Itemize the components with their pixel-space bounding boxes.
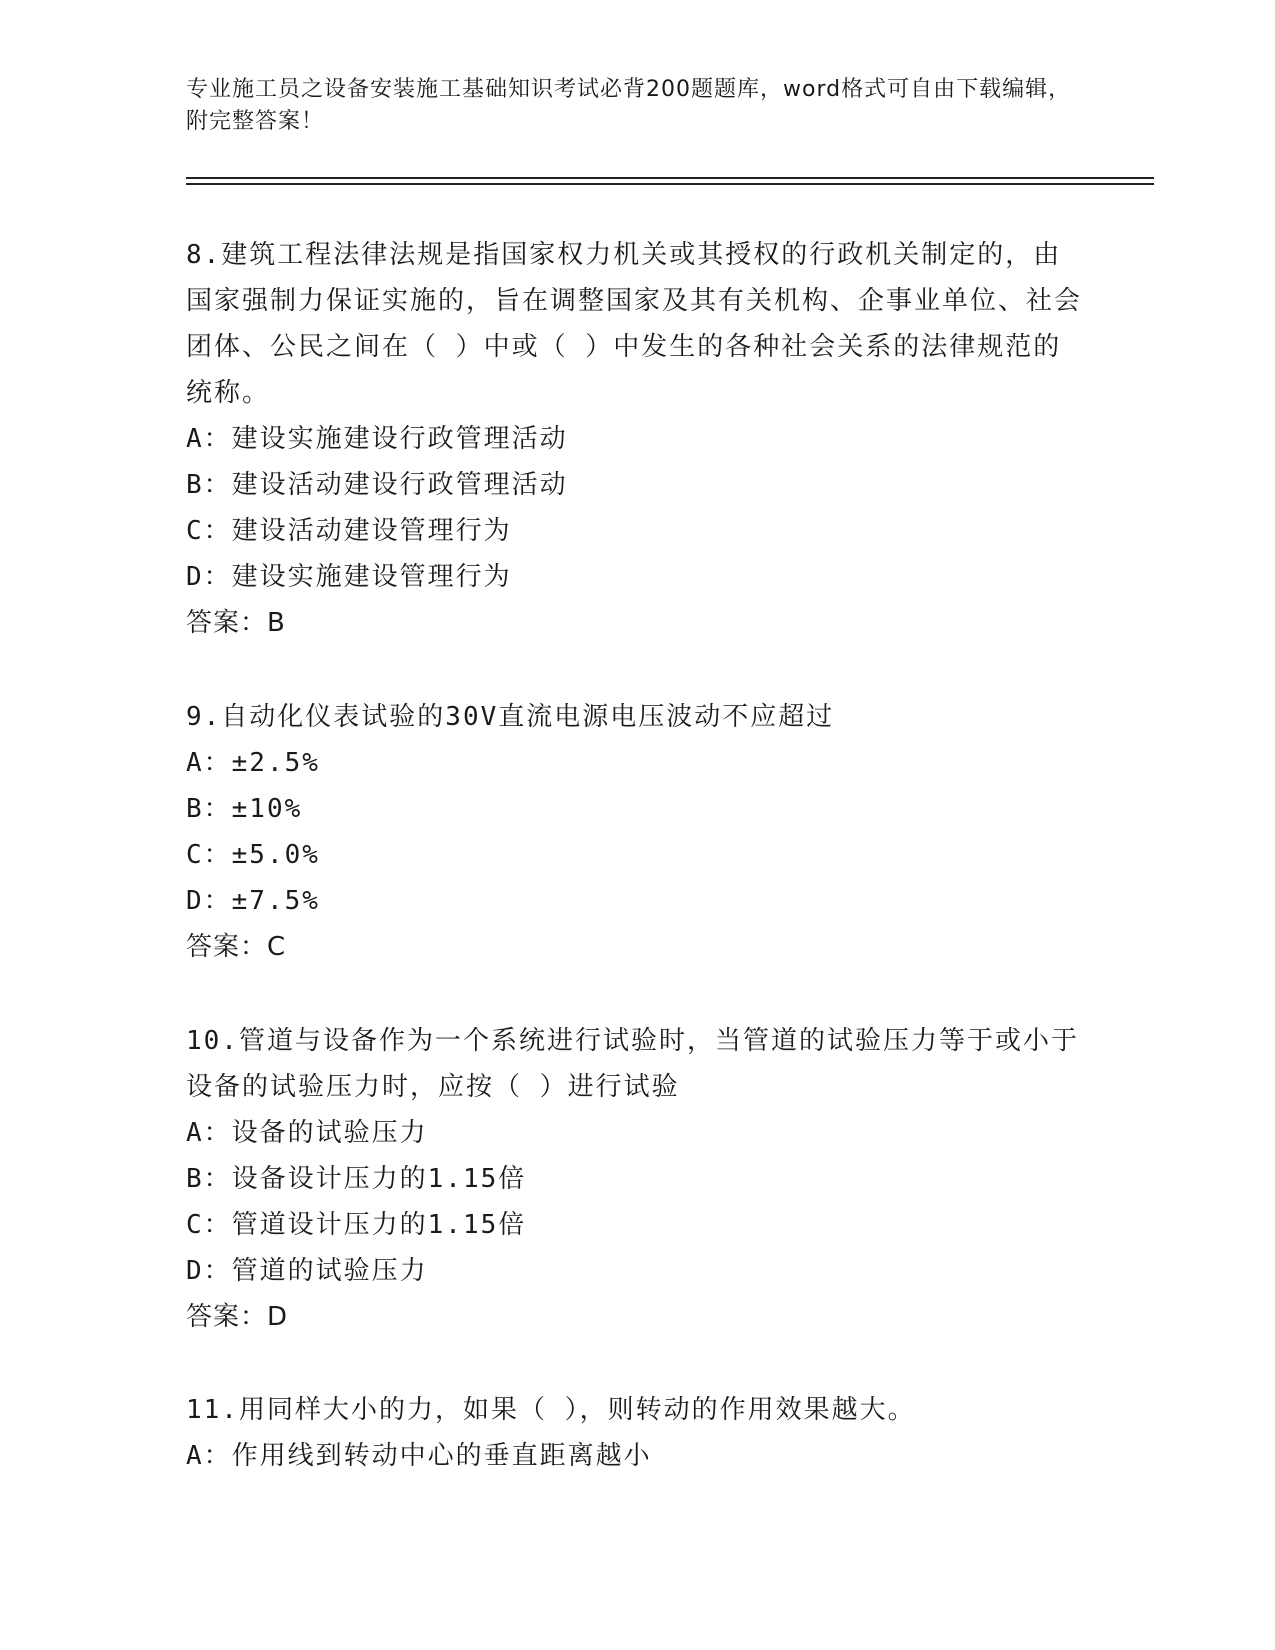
option-c: C：管道设计压力的1.15倍 [186, 1210, 527, 1240]
option-b: B：设备设计压力的1.15倍 [186, 1164, 527, 1194]
option-a: A：±2.5% [186, 748, 320, 778]
question-stem: 10.管道与设备作为一个系统进行试验时，当管道的试验压力等于或小于设备的试验压力时，应按（ ）进行试验 [186, 1026, 1079, 1102]
question-stem: 9.自动化仪表试验的30V直流电源电压波动不应超过 [186, 702, 835, 732]
question-8 [186, 232, 1086, 646]
header-divider-top [186, 177, 1154, 179]
question-11 [186, 1387, 1086, 1479]
document-header: 专业施工员之设备安装施工基础知识考试必背200题题库，word格式可自由下载编辑，附完整答案！ [186, 77, 1072, 134]
option-c: C：±5.0% [186, 840, 320, 870]
question-stem: 8.建筑工程法律法规是指国家权力机关或其授权的行政机关制定的，由国家强制力保证实施的，旨在调整国家及其有关机构、企事业单位、社会团体、公民之间在（ ）中或（ ）中发生的各种社会关系的法律规范的统称。 [186, 240, 1083, 408]
option-d: D：建设实施建设管理行为 [186, 562, 512, 592]
header-divider-bottom [186, 183, 1154, 185]
option-d: D：管道的试验压力 [186, 1256, 428, 1286]
answer-label: 答案：B [186, 608, 286, 638]
option-d: D：±7.5% [186, 886, 320, 916]
option-c: C：建设活动建设管理行为 [186, 516, 512, 546]
option-a: A：设备的试验压力 [186, 1118, 428, 1148]
question-stem: 11.用同样大小的力，如果（ ），则转动的作用效果越大。 [186, 1395, 916, 1425]
answer-label: 答案：D [186, 1302, 289, 1332]
option-a: A：建设实施建设行政管理活动 [186, 424, 568, 454]
option-a: A：作用线到转动中心的垂直距离越小 [186, 1441, 652, 1471]
option-b: B：建设活动建设行政管理活动 [186, 470, 568, 500]
question-10 [186, 1018, 1086, 1340]
option-b: B：±10% [186, 794, 303, 824]
question-9 [186, 694, 1086, 970]
answer-label: 答案：C [186, 932, 287, 962]
